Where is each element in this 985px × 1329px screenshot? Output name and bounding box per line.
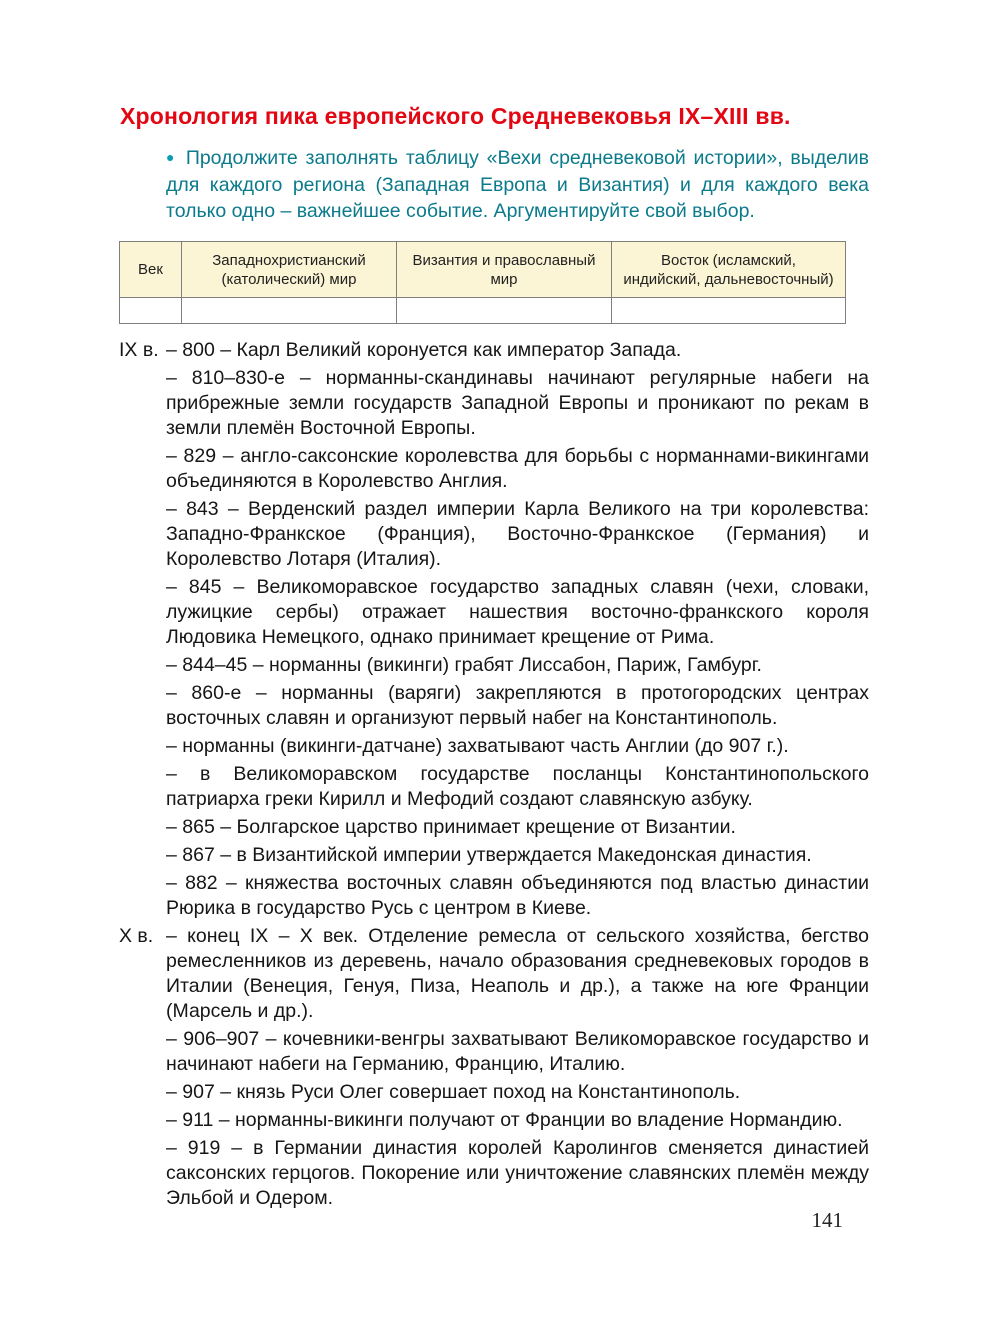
- century-block-ix: [119, 338, 869, 921]
- century-block-x: [119, 924, 869, 1211]
- timeline-entry: – в Великоморавском государстве посланцы Константинопольского патриарха греки Кирилл и Мефодий создают славянскую азбуку.: [166, 763, 869, 810]
- timeline: [119, 338, 869, 1211]
- empty-cell: [397, 298, 612, 324]
- task-text: Продолжите заполнять таблицу «Вехи средневековой истории», выделив для каждого региона (Западная Европа и Византия) и для каждого века только одно – важнейшее событие. Аргументируйте свой выбор.: [166, 147, 869, 222]
- task-paragraph: [166, 145, 869, 224]
- page-number: 141: [811, 1208, 843, 1232]
- empty-cell: [120, 298, 182, 324]
- page-title: Хронология пика европейского Средневековья IX–XIII вв.: [120, 103, 791, 129]
- timeline-entry: – конец IX – X век. Отделение ремесла от сельского хозяйства, бегство ремесленников из деревень, начало образования средневековых городов в Италии (Венеция, Генуя, Пиза, Неаполь и др.), а также на юге Франции (Марсель и др.).: [166, 925, 869, 1022]
- timeline-entry: – 867 – в Византийской империи утверждается Македонская династия.: [166, 844, 812, 866]
- timeline-entry: – 800 – Карл Великий коронуется как император Запада.: [166, 339, 682, 361]
- timeline-entry: – 907 – князь Руси Олег совершает поход на Константинополь.: [166, 1081, 741, 1103]
- timeline-entry: – 860-е – норманны (варяги) закрепляются в протогородских центрах восточных славян и организуют первый набег на Константинополь.: [166, 682, 869, 729]
- century-label-ix: IX в.: [119, 339, 159, 361]
- empty-cell: [612, 298, 846, 324]
- century-label-x: X в.: [119, 925, 154, 947]
- timeline-entry: – 919 – в Германии династия королей Каролингов сменяется династией саксонских герцогов. Покорение или уничтожение славянских племён между Эльбой и Одером.: [166, 1137, 869, 1209]
- timeline-entry: – 906–907 – кочевники-венгры захватывают Великоморавское государство и начинают набеги на Германию, Францию, Италию.: [166, 1028, 869, 1075]
- timeline-entry: – 882 – княжества восточных славян объединяются под властью династии Рюрика в государство Русь с центром в Киеве.: [166, 872, 869, 919]
- milestones-table: [119, 241, 846, 324]
- timeline-entry: – 829 – англо-саксонские королевства для борьбы с норманнами-викингами объединяются в Королевство Англия.: [166, 445, 869, 492]
- bullet-icon: ●: [166, 149, 177, 165]
- table-header-row: [120, 242, 846, 298]
- timeline-entry: – 843 – Верденский раздел империи Карла Великого на три королевства: Западно-Франкское (Франция), Восточно-Франкское (Германия) и Королевство Лотаря (Италия).: [166, 498, 869, 570]
- timeline-entry: – 865 – Болгарское царство принимает крещение от Византии.: [166, 816, 736, 838]
- timeline-entry: – 911 – норманны-викинги получают от Франции во владение Нормандию.: [166, 1109, 843, 1131]
- timeline-entry: – 844–45 – норманны (викинги) грабят Лиссабон, Париж, Гамбург.: [166, 654, 762, 676]
- table-header-western-world: Западнохристианский (католический) мир: [182, 242, 397, 298]
- timeline-entry: – 845 – Великоморавское государство западных славян (чехи, словаки, лужицкие сербы) отражает нашествия восточно-франкского короля Людовика Немецкого, однако принимает крещение от Рима.: [166, 576, 869, 648]
- timeline-entry: – 810–830-е – норманны-скандинавы начинают регулярные набеги на прибрежные земли государств Западной Европы и проникают по рекам в земли племён Восточной Европы.: [166, 367, 869, 439]
- timeline-entry: – норманны (викинги-датчане) захватывают часть Англии (до 907 г.).: [166, 735, 789, 757]
- table-header-east: Восток (исламский, индийский, дальневосточный): [612, 242, 846, 298]
- table-empty-row: [120, 298, 846, 324]
- table-header-byzantium: Византия и православный мир: [397, 242, 612, 298]
- empty-cell: [182, 298, 397, 324]
- table-header-century: Век: [120, 242, 182, 298]
